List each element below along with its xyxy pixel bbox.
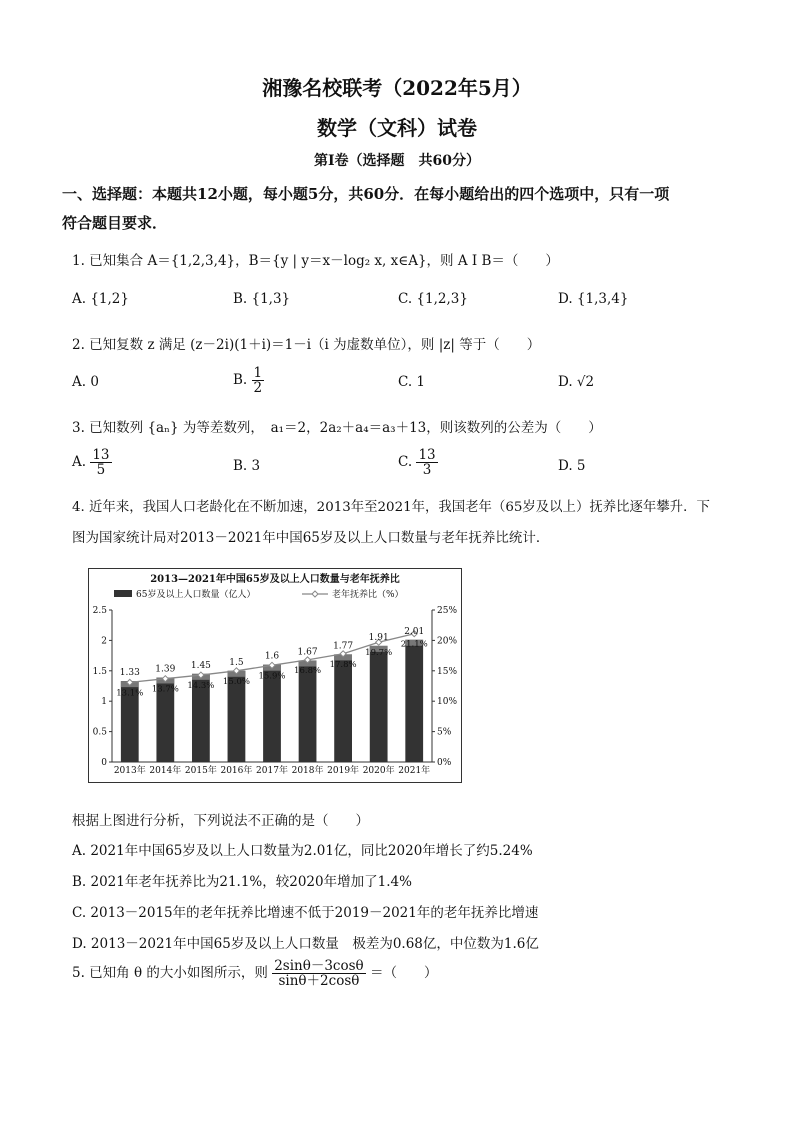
bar-value-label: 1.91 — [368, 632, 389, 643]
population-chart — [88, 568, 462, 783]
legend-line-label: 老年抚养比（%） — [332, 590, 404, 600]
line-value-label: 14.3% — [187, 681, 215, 692]
q3-option-a — [72, 448, 112, 477]
y-tick-label: 2.5 — [92, 606, 107, 616]
bar-value-label: 1.5 — [229, 657, 244, 668]
x-tick-label: 2021年 — [398, 766, 431, 776]
chart-title: 2013—2021年中国65岁及以上人口数量与老年抚养比 — [150, 574, 400, 585]
line-value-label: 21.1% — [400, 639, 428, 650]
bar-2020年 — [370, 646, 388, 762]
q4-option-c: C. 2013－2015年的老年抚养比增速不低于2019－2021年的老年抚养比增速 — [72, 905, 539, 921]
fraction-numerator: 1 — [253, 365, 263, 381]
fraction-numerator: 2sinθ－3cosθ — [274, 958, 364, 974]
fraction-denominator: 3 — [422, 462, 432, 479]
bar-value-label: 1.33 — [119, 668, 140, 679]
y-tick-label: 0 — [101, 758, 107, 768]
q3-option-c-prefix: C. — [398, 454, 413, 471]
bar-value-label: 1.6 — [264, 651, 280, 662]
q2-stem: 2. 已知复数 z 满足 (z－2i)(1＋i)＝1－i（i 为虚数单位），则 |z| 等于（ ） — [72, 337, 541, 353]
x-tick-label: 2015年 — [184, 766, 217, 776]
y2-tick-label: 20% — [437, 636, 458, 647]
q1-option-a: A. {1,2} — [72, 291, 129, 307]
q2-option-b-prefix: B. — [233, 372, 248, 389]
q5-stem — [72, 959, 437, 988]
q3-option-c-fraction — [416, 448, 437, 477]
y2-tick-label: 25% — [437, 606, 458, 616]
line-value-label: 13.7% — [151, 684, 179, 695]
q1-option-c: C. {1,2,3} — [398, 291, 468, 307]
fraction-numerator: 13 — [418, 447, 436, 463]
line-value-label: 19.7% — [365, 648, 393, 659]
bar-value-label: 1.67 — [297, 647, 318, 658]
bar-value-label: 1.77 — [333, 641, 354, 652]
y-tick-label: 1 — [101, 697, 107, 708]
y-tick-label: 0.5 — [92, 727, 107, 738]
bar-value-label: 2.01 — [404, 626, 425, 637]
q1-stem: 1. 已知集合 A＝{1,2,3,4}，B＝{y | y＝x－log₂ x, x∈A}，则 A I B＝（ ） — [72, 253, 559, 269]
q1-option-d: D. {1,3,4} — [558, 291, 629, 307]
q2-option-b — [233, 366, 264, 395]
q2-option-c: C. 1 — [398, 374, 426, 390]
q2-option-b-fraction — [252, 366, 265, 395]
bar-2021年 — [405, 640, 423, 762]
y2-tick-label: 10% — [437, 697, 458, 708]
q4-prompt: 根据上图进行分析，下列说法不正确的是（ ） — [72, 813, 369, 829]
y-tick-label: 1.5 — [92, 666, 107, 677]
x-tick-label: 2018年 — [291, 766, 324, 776]
y2-tick-label: 15% — [437, 666, 458, 677]
fraction-denominator: 5 — [96, 462, 106, 479]
q3-option-a-fraction — [90, 448, 111, 477]
legend-bar-label: 65岁及以上人口数量（亿人） — [136, 590, 256, 600]
q2-option-a: A. 0 — [72, 374, 99, 390]
y-tick-label: 2 — [101, 636, 107, 647]
q5-stem-suffix: ＝（ ） — [369, 965, 438, 982]
chart-panel — [88, 568, 462, 783]
line-value-label: 17.8% — [329, 659, 357, 670]
fraction-denominator: 2 — [253, 380, 263, 397]
exam-part: 第I卷（选择题 共60分） — [313, 153, 481, 169]
x-tick-label: 2014年 — [149, 766, 182, 776]
bar-2019年 — [334, 654, 352, 762]
exam-title: 湘豫名校联考（2022年5月） — [262, 76, 532, 100]
section-heading-line2: 符合题目要求． — [62, 214, 168, 232]
q4-stem-line2: 图为国家统计局对2013－2021年中国65岁及以上人口数量与老年抚养比统计． — [72, 530, 550, 546]
line-value-label: 13.1% — [116, 688, 144, 699]
q1-option-b: B. {1,3} — [233, 291, 291, 307]
q4-stem-line1: 4. 近年来，我国人口老龄化在不断加速，2013年至2021年，我国老年（65岁及以上）抚养比逐年攀升．下 — [72, 500, 710, 515]
line-value-label: 16.8% — [294, 665, 322, 676]
x-tick-label: 2017年 — [256, 766, 288, 776]
line-value-label: 15.9% — [258, 671, 286, 682]
q2-option-d: D. √2 — [558, 374, 595, 390]
y2-tick-label: 0% — [437, 758, 452, 768]
x-tick-label: 2019年 — [327, 766, 360, 776]
bar-value-label: 1.39 — [155, 664, 176, 675]
q3-stem: 3. 已知数列 {aₙ} 为等差数列， a₁＝2，2a₂＋a₄＝a₃＋13，则该数列的公差为（ ） — [72, 420, 602, 436]
fraction-denominator: sinθ＋2cosθ — [278, 973, 360, 990]
q5-fraction — [272, 959, 366, 988]
y2-tick-label: 5% — [437, 727, 452, 738]
q3-option-c — [398, 448, 438, 477]
exam-subject: 数学（文科）试卷 — [317, 116, 477, 140]
section-heading-line1: 一、选择题：本题共12小题，每小题5分，共60分．在每小题给出的四个选项中，只有一项 — [62, 185, 670, 203]
legend-bar-swatch — [114, 590, 132, 597]
q4-option-b: B. 2021年老年抚养比为21.1%，较2020年增加了1.4% — [72, 874, 412, 890]
x-tick-label: 2013年 — [113, 766, 146, 776]
q3-option-a-prefix: A. — [72, 454, 87, 471]
q3-option-d: D. 5 — [558, 458, 586, 474]
q5-stem-prefix: 5. 已知角 θ 的大小如图所示，则 — [72, 965, 268, 982]
q4-option-a: A. 2021年中国65岁及以上人口数量为2.01亿，同比2020年增长了约5.24% — [72, 843, 533, 859]
fraction-numerator: 13 — [92, 447, 110, 463]
line-value-label: 15.0% — [222, 676, 250, 687]
x-tick-label: 2016年 — [220, 766, 253, 776]
q4-option-d: D. 2013－2021年中国65岁及以上人口数量 极差为0.68亿，中位数为1.6亿 — [72, 936, 539, 952]
bar-value-label: 1.45 — [190, 660, 211, 671]
x-tick-label: 2020年 — [362, 766, 395, 776]
q3-option-b: B. 3 — [233, 458, 261, 474]
